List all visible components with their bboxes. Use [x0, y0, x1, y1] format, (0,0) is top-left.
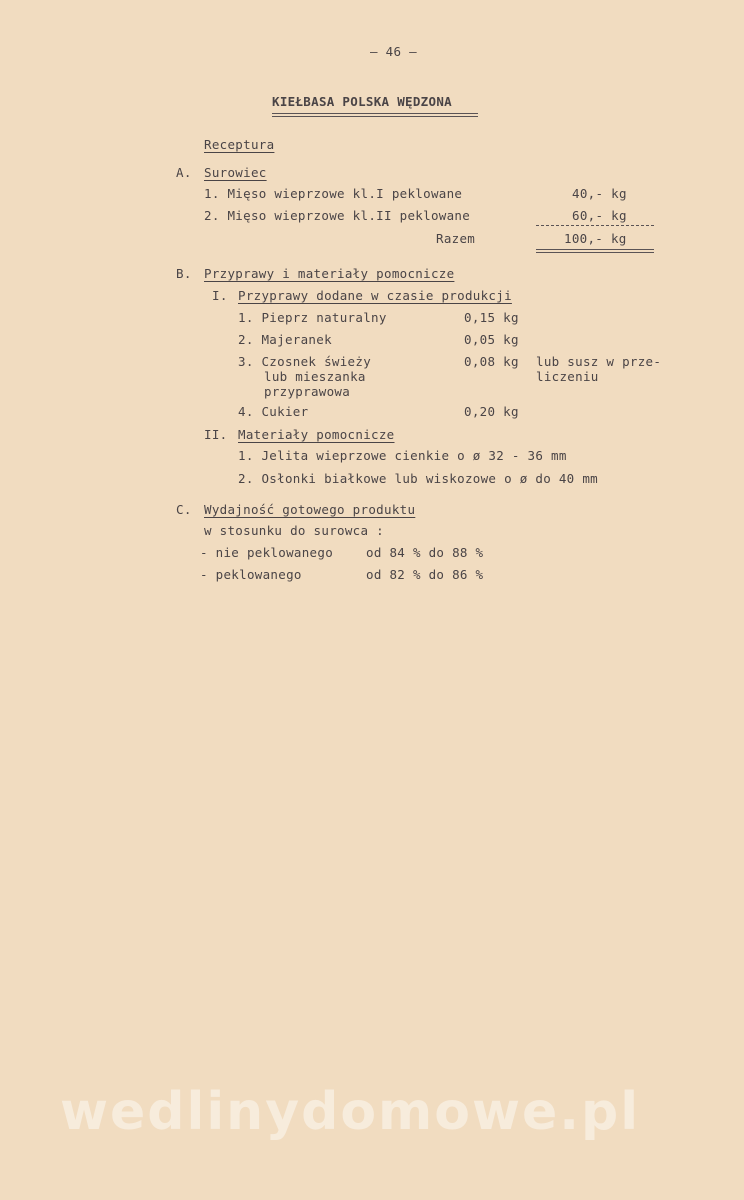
spice-amount: 0,15 kg — [464, 310, 519, 325]
section-b-label: B. — [176, 266, 192, 281]
material-item: 1. Jelita wieprzowe cienkie o ø 32 - 36 mm — [238, 448, 567, 463]
section-a-item: 1. Mięso wieprzowe kl.I peklowane — [204, 186, 463, 201]
spice-item: 2. Majeranek — [238, 332, 332, 347]
section-a-item: 2. Mięso wieprzowe kl.II peklowane — [204, 208, 471, 223]
yield-item: - nie peklowanego — [200, 545, 334, 560]
total-underline — [536, 249, 654, 253]
document-title: KIEŁBASA POLSKA WĘDZONA — [272, 94, 452, 109]
spice-item: 3. Czosnek świeży — [238, 354, 372, 369]
spice-amount: 0,08 kg — [464, 354, 519, 369]
section-a-label: A. — [176, 165, 192, 180]
title-underline — [272, 113, 478, 117]
receptura-heading: Receptura — [204, 137, 275, 152]
material-item: 2. Osłonki białkowe lub wiskozowe o ø do 40 mm — [238, 471, 598, 486]
subsection-1-label: I. — [212, 288, 228, 303]
subsection-2-label: II. — [204, 427, 228, 442]
section-b-heading: Przyprawy i materiały pomocnicze — [204, 266, 455, 281]
yield-value: od 84 % do 88 % — [366, 545, 484, 560]
spice-item-continued: lub mieszanka — [264, 369, 366, 384]
yield-item: - peklowanego — [200, 567, 302, 582]
spice-item-continued: przyprawowa — [264, 384, 351, 399]
spice-item: 4. Cukier — [238, 404, 309, 419]
subsection-2-heading: Materiały pomocnicze — [238, 427, 395, 442]
section-c-heading: Wydajność gotowego produktu — [204, 502, 416, 517]
subsection-1-heading: Przyprawy dodane w czasie produkcji — [238, 288, 512, 303]
section-a-heading: Surowiec — [204, 165, 267, 180]
spice-amount: 0,20 kg — [464, 404, 519, 419]
spice-amount: 0,05 kg — [464, 332, 519, 347]
spice-note-continued: liczeniu — [536, 369, 599, 384]
spice-note: lub susz w prze- — [536, 354, 662, 369]
spice-item: 1. Pieprz naturalny — [238, 310, 387, 325]
total-amount: 100,- kg — [564, 231, 627, 246]
section-c-label: C. — [176, 502, 192, 517]
sum-line — [536, 225, 654, 226]
yield-value: od 82 % do 86 % — [366, 567, 484, 582]
yield-intro: w stosunku do surowca : — [204, 523, 384, 538]
watermark: wedlinydomowe.pl — [60, 1082, 641, 1142]
section-a-item-amount: 60,- kg — [572, 208, 627, 223]
total-label: Razem — [436, 231, 476, 246]
section-a-item-amount: 40,- kg — [572, 186, 627, 201]
page-number: — 46 — — [370, 44, 417, 59]
